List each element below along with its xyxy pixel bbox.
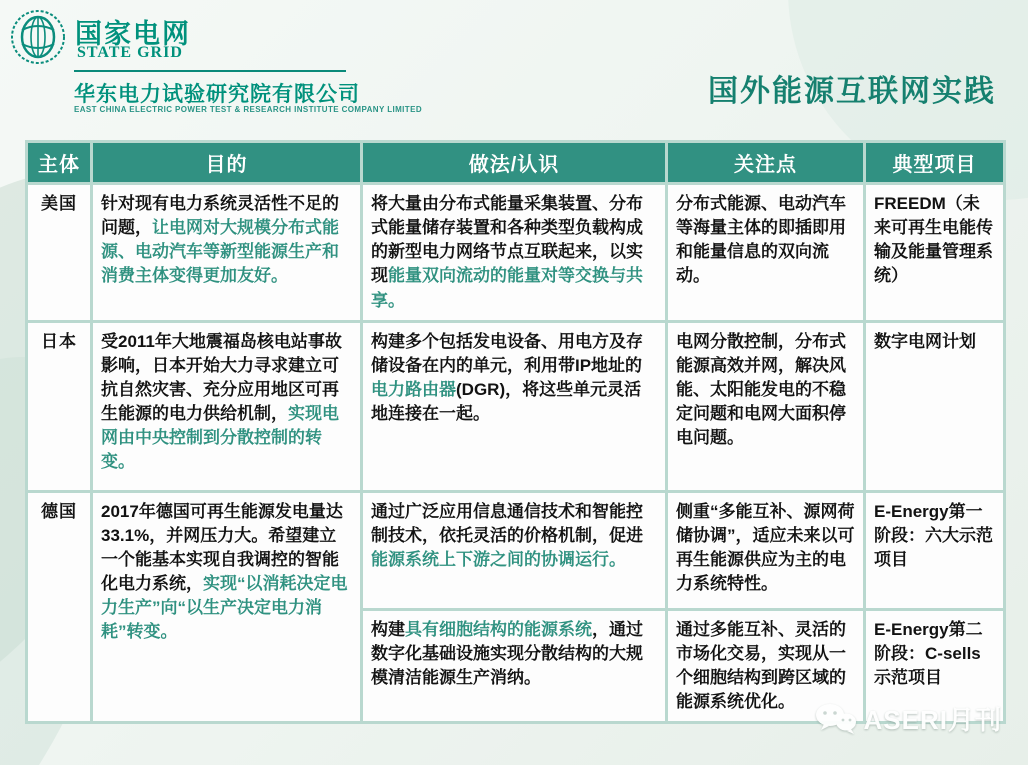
- company-name-en: EAST CHINA ELECTRIC POWER TEST & RESEARCH INSTITUTE COMPANY LIMITED: [74, 105, 422, 114]
- wechat-icon: [814, 702, 858, 736]
- method-cell: 构建具有细胞结构的能源系统，通过数字化基础设施实现分散结构的大规模清洁能源生产消纳。: [362, 609, 667, 723]
- column-header-project: 典型项目: [865, 142, 1005, 184]
- watermark-text: ASERI月刊: [863, 705, 1002, 735]
- table-row-japan: [27, 321, 1005, 491]
- method-cell: 通过广泛应用信息通信技术和智能控制技术，依托灵活的价格机制，促进能源系统上下游之间的协调运行。: [362, 491, 667, 609]
- focus-cell: 分布式能源、电动汽车等海量主体的即插即用和能量信息的双向流动。: [667, 184, 865, 322]
- watermark: [814, 700, 1002, 737]
- table-header-row: [27, 142, 1005, 184]
- focus-cell: 通过多能互补、灵活的市场化交易，实现从一个细胞结构到跨区域的能源系统优化。: [667, 609, 865, 723]
- comparison-table: [25, 140, 1006, 724]
- header-divider: [74, 70, 346, 72]
- state-grid-logo-icon: [10, 8, 66, 66]
- focus-cell: 电网分散控制，分布式能源高效并网，解决风能、太阳能发电的不稳定问题和电网大面积停电问题。: [667, 321, 865, 491]
- project-cell: 数字电网计划: [865, 321, 1005, 491]
- company-name-cn: 华东电力试验研究院有限公司: [74, 83, 360, 106]
- purpose-cell: 受2011年大地震福岛核电站事故影响，日本开始大力寻求建立可抗自然灾害、充分应用地区可再生能源的电力供给机制，实现电网由中央控制到分散控制的转变。: [92, 321, 362, 491]
- project-cell: E-Energy第二阶段：C-sells示范项目: [865, 609, 1005, 723]
- method-cell: 将大量由分布式能量采集装置、分布式能量储存装置和各种类型负载构成的新型电力网络节点互联起来，以实现能量双向流动的能量对等交换与共享。: [362, 184, 667, 322]
- column-header-purpose: 目的: [92, 142, 362, 184]
- column-header-method: 做法/认识: [362, 142, 667, 184]
- org-name-en: STATE GRID: [77, 44, 183, 61]
- subject-cell: 德国: [27, 491, 92, 723]
- method-cell: 构建多个包括发电设备、用电方及存储设备在内的单元，利用带IP地址的电力路由器(DGR)，将这些单元灵活地连接在一起。: [362, 321, 667, 491]
- subject-cell: 日本: [27, 321, 92, 491]
- org-name-cn: 国家电网: [75, 19, 191, 49]
- page-title: 国外能源互联网实践: [708, 75, 996, 108]
- project-cell: FREEDM（未来可再生电能传输及能量管理系统）: [865, 184, 1005, 322]
- project-cell: E-Energy第一阶段：六大示范项目: [865, 491, 1005, 609]
- focus-cell: 侧重“多能互补、源网荷储协调”，适应未来以可再生能源供应为主的电力系统特性。: [667, 491, 865, 609]
- table-row-usa: [27, 184, 1005, 322]
- column-header-focus: 关注点: [667, 142, 865, 184]
- column-header-subject: 主体: [27, 142, 92, 184]
- purpose-cell: 针对现有电力系统灵活性不足的问题，让电网对大规模分布式能源、电动汽车等新型能源生产和消费主体变得更加友好。: [92, 184, 362, 322]
- subject-cell: 美国: [27, 184, 92, 322]
- purpose-cell: 2017年德国可再生能源发电量达33.1%，并网压力大。希望建立一个能基本实现自我调控的智能化电力系统，实现“以消耗决定电力生产”向“以生产决定电力消耗”转变。: [92, 491, 362, 723]
- table-row-germany-1: [27, 491, 1005, 609]
